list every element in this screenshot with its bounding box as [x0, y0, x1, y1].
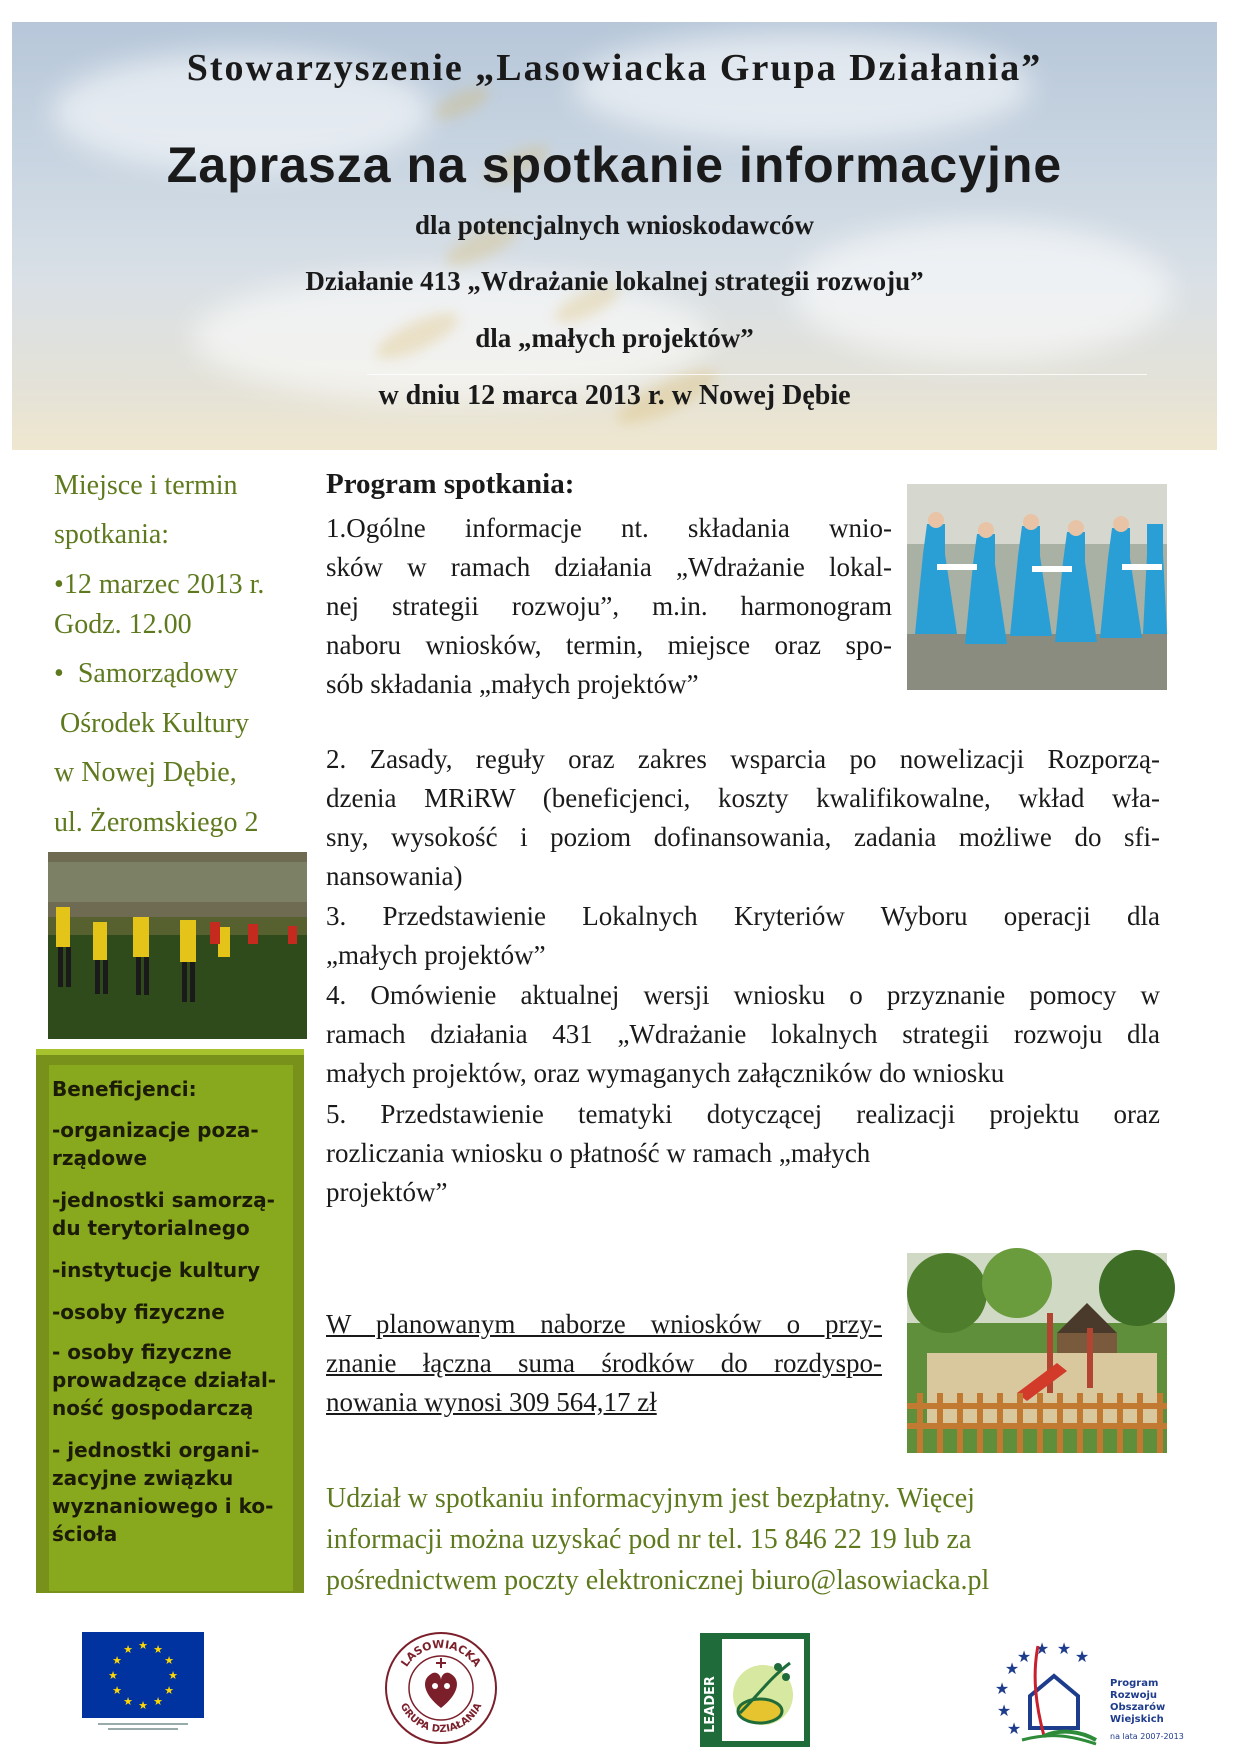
leader-logo-text: LEADER — [703, 1676, 718, 1733]
eu-flag-logo — [82, 1632, 204, 1718]
beneficiary-line: - jednostki organi- — [52, 1438, 260, 1462]
lgd-logo — [383, 1630, 499, 1746]
leader-logo — [700, 1633, 810, 1747]
contact-line: informacji można uzyskać pod nr tel. 15 846 22 19 lub za — [326, 1524, 972, 1555]
svg-text:★: ★ — [164, 1684, 174, 1697]
program-item-4-line: 4. Omówienie aktualnej wersji wniosku o przyznanie pomocy w — [326, 980, 1160, 1010]
eu-caption-mark — [98, 1720, 188, 1732]
svg-text:★: ★ — [112, 1654, 122, 1667]
funding-line: W planowanym naborze wniosków o przy- — [326, 1309, 882, 1339]
place-venue-1-text: Samorządowy — [77, 658, 238, 689]
place-heading-1: Miejsce i termin — [54, 470, 238, 501]
svg-text:★: ★ — [153, 1643, 163, 1656]
lgd-logo-top-text: LASOWIACKA — [398, 1637, 484, 1670]
header-rule — [367, 374, 1147, 375]
svg-text:★: ★ — [168, 1669, 178, 1682]
svg-text:★: ★ — [1074, 1647, 1090, 1666]
program-item-5-line: 5. Przedstawienie tematyki dotyczącej realizacji projektu oraz — [326, 1099, 1160, 1129]
beneficiaries-heading: Beneficjenci: — [52, 1077, 197, 1101]
program-item-1-line: sób składania „małych projektów” — [326, 669, 699, 699]
program-item-1-line: naboru wniosków, termin, miejsce oraz spo- — [326, 630, 892, 660]
beneficiary-line: -osoby fizyczne — [52, 1300, 225, 1324]
prow-logo-line: Program — [1110, 1678, 1159, 1689]
program-item-2-line: 2. Zasady, reguły oraz zakres wsparcia po nowelizacji Rozporzą- — [326, 744, 1160, 774]
lgd-logo-bottom-text: GRUPA DZIAŁANIA — [397, 1701, 485, 1736]
program-item-4-line: małych projektów, oraz wymaganych załączników do wniosku — [326, 1058, 1005, 1088]
prow-logo-line: na lata 2007-2013 — [1110, 1732, 1184, 1741]
place-time: Godz. 12.00 — [54, 609, 192, 640]
beneficiary-line: - osoby fizyczne — [52, 1340, 232, 1364]
program-item-3-line: 3. Przedstawienie Lokalnych Kryteriów Wyboru operacji dla — [326, 901, 1160, 931]
place-date-text: 12 marzec 2013 r. — [63, 569, 265, 600]
prow-logo-line: Obszarów — [1110, 1702, 1166, 1713]
football-photo — [48, 852, 307, 1039]
svg-text:★: ★ — [138, 1639, 148, 1652]
program-item-5-line: projektów” — [326, 1177, 448, 1207]
beneficiary-line: ścioła — [52, 1522, 118, 1546]
svg-text:★: ★ — [153, 1695, 163, 1708]
svg-text:★: ★ — [123, 1643, 133, 1656]
contact-info — [326, 1478, 1186, 1601]
svg-text:★: ★ — [138, 1699, 148, 1712]
beneficiary-line: rządowe — [52, 1146, 148, 1170]
scope-line: dla „małych projektów” — [475, 323, 754, 353]
beneficiary-line: -jednostki samorzą- — [52, 1188, 275, 1212]
program-item-2-line: sny, wysokość i poziom dofinansowania, zadania możliwe do sfi- — [326, 822, 1160, 852]
svg-text:★: ★ — [994, 1679, 1010, 1698]
svg-text:★: ★ — [164, 1654, 174, 1667]
program-title: Program spotkania: — [326, 468, 575, 500]
funding-line: znanie łączna suma środków do rozdyspo- — [326, 1348, 882, 1378]
svg-text:★: ★ — [1006, 1719, 1022, 1738]
svg-text:★: ★ — [1016, 1647, 1032, 1666]
program-item-2-line: nansowania) — [326, 861, 463, 891]
program-item-5-line: rozliczania wniosku o płatność w ramach „małych — [326, 1138, 871, 1168]
playground-photo — [907, 1253, 1167, 1453]
beneficiary-line: -instytucje kultury — [52, 1258, 261, 1282]
svg-text:★: ★ — [108, 1669, 118, 1682]
beneficiary-line: -organizacje poza- — [52, 1118, 259, 1142]
funding-line: nowania wynosi 309 564,17 zł — [326, 1387, 657, 1417]
audience-line: dla potencjalnych wnioskodawców — [414, 210, 815, 240]
program-item-4-line: ramach działania 431 „Wdrażanie lokalnych strategii rozwoju dla — [326, 1019, 1160, 1049]
action-line: Działanie 413 „Wdrażanie lokalnej strategii rozwoju” — [305, 266, 924, 296]
place-heading-2: spotkania: — [54, 519, 170, 550]
place-venue-1: • Samorządowy — [54, 658, 238, 689]
place-venue-3: w Nowej Dębie, — [54, 757, 237, 788]
place-date: •12 marzec 2013 r. — [54, 569, 265, 600]
svg-text:★: ★ — [1056, 1639, 1072, 1658]
invitation-title: Zaprasza na spotkanie informacyjne — [166, 137, 1063, 193]
prow-logo — [992, 1636, 1184, 1748]
header-banner — [12, 22, 1217, 450]
prow-logo-line: Rozwoju — [1110, 1690, 1158, 1701]
svg-text:★: ★ — [1004, 1659, 1020, 1678]
program-item-1-line: 1.Ogólne informacje nt. składania wnio- — [326, 513, 892, 543]
contact-line: pośrednictwem poczty elektronicznej biuro@lasowiacka.pl — [326, 1565, 990, 1596]
majorettes-photo — [907, 484, 1167, 690]
date-line: w dniu 12 marca 2013 r. w Nowej Dębie — [378, 380, 851, 411]
beneficiary-line: wyznaniowego i ko- — [52, 1494, 274, 1518]
place-venue-2: Ośrodek Kultury — [60, 708, 249, 739]
contact-line: Udział w spotkaniu informacyjnym jest bezpłatny. Więcej — [326, 1483, 975, 1514]
prow-logo-line: Wiejskich — [1110, 1714, 1164, 1725]
svg-text:★: ★ — [996, 1701, 1012, 1720]
organization-name: Stowarzyszenie „Lasowiacka Grupa Działania” — [186, 47, 1043, 89]
beneficiary-line: prowadzące działal- — [52, 1368, 277, 1392]
place-venue-4: ul. Żeromskiego 2 — [54, 807, 259, 838]
beneficiary-line: du terytorialnego — [52, 1216, 250, 1240]
svg-text:★: ★ — [123, 1695, 133, 1708]
program-item-2-line: dzenia MRiRW (beneficjenci, koszty kwalifikowalne, wkład wła- — [326, 783, 1160, 813]
beneficiary-line: ność gospodarczą — [52, 1396, 254, 1420]
program-item-1-line: sków w ramach działania „Wdrażanie lokal- — [326, 552, 892, 582]
svg-text:★: ★ — [1034, 1639, 1050, 1658]
program-item-3-line: „małych projektów” — [326, 940, 546, 970]
program-item-1-line: nej strategii rozwoju”, m.in. harmonogram — [326, 591, 892, 621]
beneficiary-line: zacyjne związku — [52, 1466, 234, 1490]
svg-text:★: ★ — [112, 1684, 122, 1697]
